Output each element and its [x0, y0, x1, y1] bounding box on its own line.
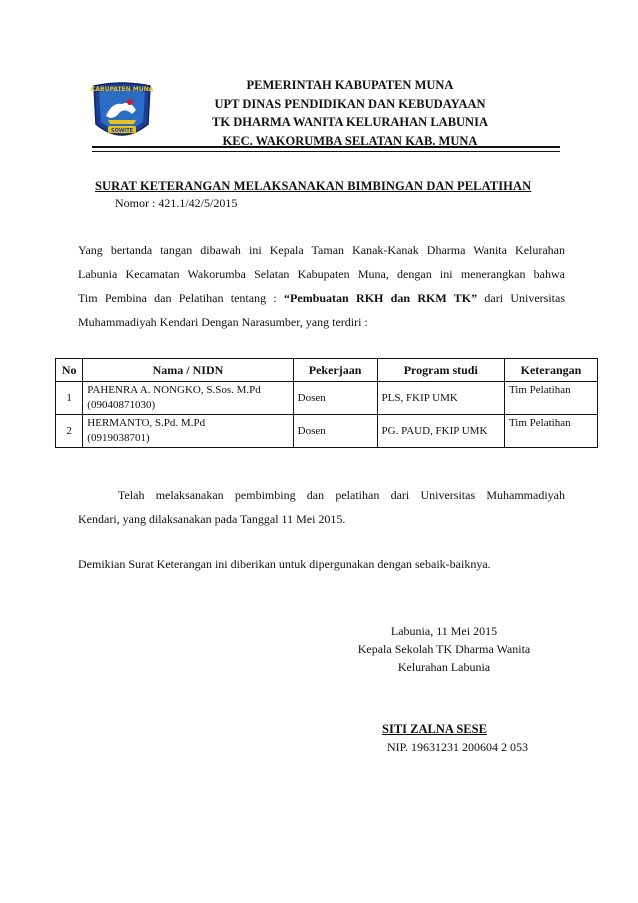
row-nidn: (0919038701) [87, 432, 150, 444]
intro-line-3-end: dari Universitas [477, 291, 565, 305]
completion-paragraph [78, 483, 565, 531]
row-nidn: (09040871030) [87, 399, 156, 411]
completion-line-1: Telah melaksanakan pembimbing dan pelatihan dari Universitas Muhammadiyah [118, 488, 565, 502]
row-program: PG. PAUD, FKIP UMK [377, 415, 504, 448]
letterhead-line-3: TK DHARMA WANITA KELURAHAN LABUNIA [212, 115, 488, 129]
header-program: Program studi [377, 359, 504, 382]
row-no: 2 [56, 415, 83, 448]
header-note: Keterangan [504, 359, 597, 382]
row-name-cell [83, 415, 293, 448]
signatory-nip: NIP. 19631231 200604 2 053 [387, 740, 529, 754]
letter-title: SURAT KETERANGAN MELAKSANAKAN BIMBINGAN DAN PELATIHAN [95, 179, 532, 193]
intro-line-3-start: Tim Pembina dan Pelatihan tentang : [78, 291, 285, 305]
header-name: Nama / NIDN [83, 359, 293, 382]
row-name-cell [83, 382, 293, 415]
intro-line-3 [78, 286, 565, 310]
letterhead [150, 76, 550, 150]
row-no: 1 [56, 382, 83, 415]
speakers-table [55, 358, 598, 448]
signature-block [340, 622, 548, 676]
intro-line-2: Labunia Kecamatan Wakorumba Selatan Kabupaten Muna, dengan ini menerangkan bahwa [78, 267, 565, 281]
header-job: Pekerjaan [293, 359, 377, 382]
regency-logo-icon [88, 80, 156, 148]
table-row [56, 382, 598, 415]
intro-line-1: Yang bertanda tangan dibawah ini Kepala Taman Kanak-Kanak Dharma Wanita Kelurahan [78, 243, 565, 257]
row-name: HERMANTO, S.Pd. M.Pd [87, 417, 206, 429]
row-name: PAHENRA A. NONGKO, S.Sos. M.Pd [87, 384, 261, 396]
letterhead-line-4: KEC. WAKORUMBA SELATAN KAB. MUNA [222, 133, 478, 148]
letter-number: Nomor : 421.1/42/5/2015 [115, 196, 238, 210]
signature-position-2: Kelurahan Labunia [397, 660, 491, 674]
row-note: Tim Pelatihan [504, 415, 597, 448]
intro-paragraph [78, 238, 565, 334]
row-note: Tim Pelatihan [504, 382, 597, 415]
signature-position-1: Kepala Sekolah TK Dharma Wanita [357, 642, 531, 656]
signature-place-date: Labunia, 11 Mei 2015 [390, 624, 498, 638]
row-job: Dosen [293, 382, 377, 415]
letterhead-line-2: UPT DINAS PENDIDIKAN DAN KEBUDAYAAN [214, 96, 486, 111]
logo-bottom-text: SOWITE [110, 128, 134, 134]
signatory-name: SITI ZALNA SESE [382, 722, 487, 736]
row-job: Dosen [293, 415, 377, 448]
logo-top-text: KABUPATEN MUNA [90, 86, 154, 93]
letterhead-line-1: PEMERINTAH KABUPATEN MUNA [246, 78, 454, 92]
table-row [56, 415, 598, 448]
table-header-row [56, 359, 598, 382]
closing-paragraph: Demikian Surat Keterangan ini diberikan untuk dipergunakan dengan sebaik-baiknya. [78, 557, 491, 571]
completion-line-2: Kendari, yang dilaksanakan pada Tanggal 11 Mei 2015. [78, 512, 346, 526]
intro-line-4: Muhammadiyah Kendari Dengan Narasumber, yang terdiri : [78, 315, 368, 329]
letterhead-rule-thin [92, 151, 560, 152]
training-topic: “Pembuatan RKH dan RKM TK” [284, 291, 478, 305]
letterhead-rule-thick [92, 146, 560, 148]
row-program: PLS, FKIP UMK [377, 382, 504, 415]
header-no: No [56, 359, 83, 382]
